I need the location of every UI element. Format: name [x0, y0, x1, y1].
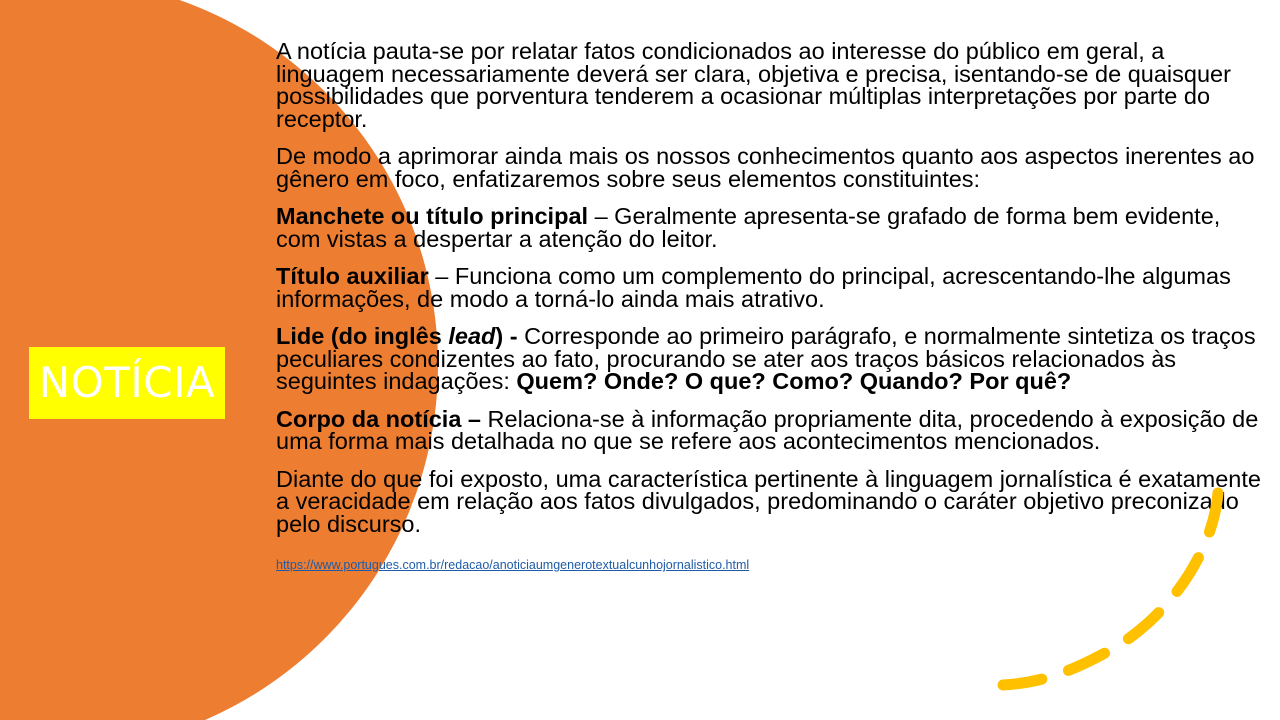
- paragraph-intro-text: A notícia pauta-se por relatar fatos condicionados ao interesse do público em geral, a linguagem necessariamente deverá ser clara, objetiva e precisa, isentando-se de quaisquer possibilidades que porventura tenderem a ocasionar múltiplas interpretações por parte do receptor.: [276, 38, 1231, 132]
- lide-term-italic: lead: [448, 323, 496, 349]
- lide-text: Corresponde ao primeiro parágrafo, e normalmente sintetiza os traços peculiares condizentes ao fato, procurando se ater aos traços básicos relacionados às seguintes indagações:: [276, 323, 1256, 394]
- titulo-auxiliar-text: – Funciona como um complemento do principal, acrescentando-lhe algumas informações, de modo a torná-lo ainda mais atrativo.: [276, 263, 1231, 312]
- paragraph-titulo-auxiliar: [276, 265, 1266, 310]
- lide-questions: Quem? Onde? O que? Como? Quando? Por quê?: [516, 368, 1072, 394]
- paragraph-corpo: [276, 405, 1266, 454]
- source-link[interactable]: https://www.portugues.com.br/redacao/anoticiaumgenerotextualcunhojornalistico.html: [276, 558, 750, 572]
- paragraph-elements-intro: [276, 145, 1266, 190]
- content-text-block: [276, 40, 1266, 573]
- paragraph-lide: [276, 325, 1266, 393]
- manchete-text: – Geralmente apresenta-se grafado de forma bem evidente, com vistas a despertar a atenção do leitor.: [276, 203, 1221, 252]
- paragraph-manchete: [276, 205, 1266, 250]
- manchete-term: Manchete ou título principal: [276, 203, 589, 229]
- titulo-auxiliar-term: Título auxiliar: [276, 263, 429, 289]
- corpo-text: Relaciona-se à informação propriamente dita, procedendo à exposição de uma forma mais detalhada no que se refere aos acontecimentos mencionados.: [276, 405, 1259, 454]
- title-box: [29, 347, 225, 419]
- lide-term-start: Lide (do inglês: [276, 323, 449, 349]
- lide-term-end: ) -: [495, 323, 525, 349]
- paragraph-conclusion: [276, 465, 1266, 537]
- paragraph-elements-intro-text: De modo a aprimorar ainda mais os nossos conhecimentos quanto aos aspectos inerentes ao gênero em foco, enfatizaremos sobre seus elementos constituintes:: [276, 143, 1255, 192]
- paragraph-conclusion-text: Diante do que foi exposto, uma característica pertinente à linguagem jornalística é exatamente a veracidade em relação aos fatos divulgados, predominando o caráter objetivo preconizado pelo discurso.: [276, 465, 1261, 537]
- paragraph-intro: [276, 40, 1266, 130]
- corpo-term: Corpo da notícia –: [276, 405, 481, 432]
- slide-title: NOTÍCIA: [38, 358, 216, 407]
